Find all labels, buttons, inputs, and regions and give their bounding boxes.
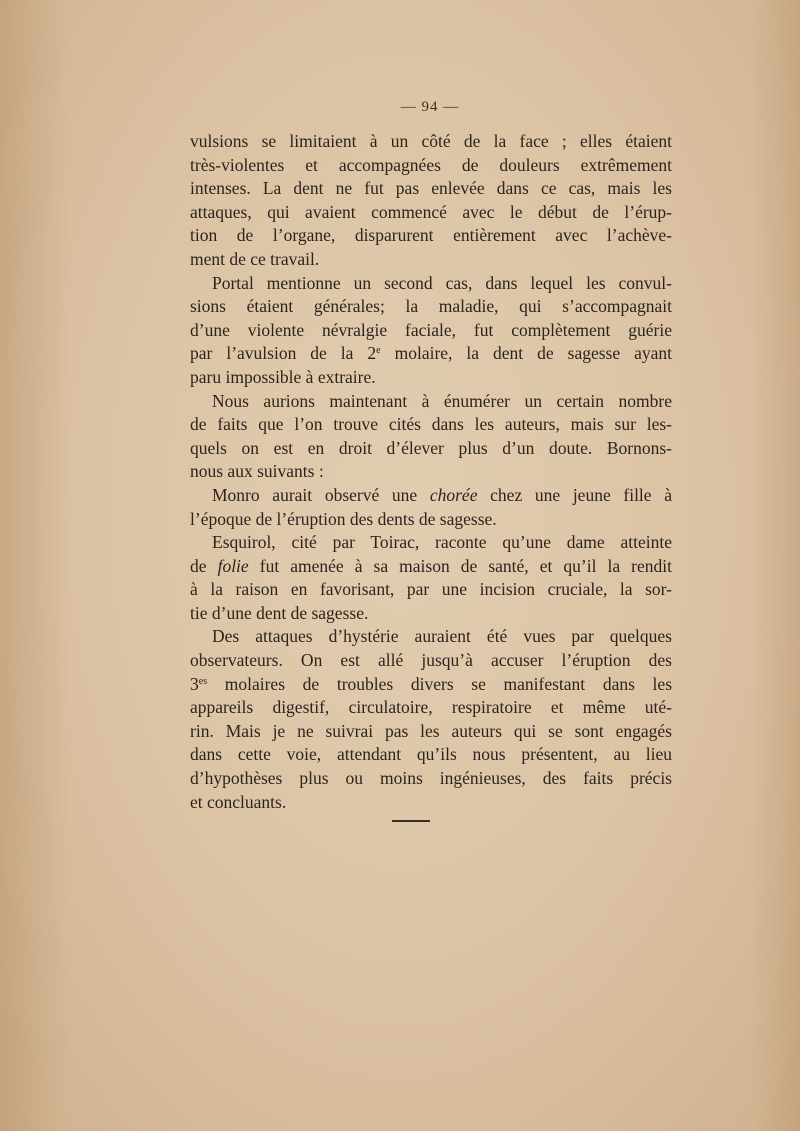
- text-line: dans cette voie, attendant qu’ils nous présentent, au lieu: [190, 744, 672, 765]
- text-line: de faits que l’on trouve cités dans les auteurs, mais sur les-: [190, 414, 672, 435]
- italic-term: chorée: [429, 484, 478, 505]
- ordinal-superscript: es: [198, 675, 208, 687]
- end-rule: [392, 820, 430, 822]
- text-line: rin. Mais je ne suivrai pas les auteurs qui se sont engagés: [190, 720, 672, 741]
- text-line: et concluants.: [190, 791, 287, 812]
- text-line: l’époque de l’éruption des dents de sagesse.: [190, 508, 497, 529]
- text-segment: Monro aurait observé une: [212, 484, 430, 505]
- text-line: observateurs. On est allé jusqu’à accuser l’éruption des: [190, 650, 672, 671]
- paper-edge-shadow-right: [750, 0, 800, 1131]
- text-line: ment de ce travail.: [190, 248, 320, 269]
- text-line: tion de l’organe, disparurent entièrement avec l’achève-: [190, 225, 672, 246]
- text-line: [190, 484, 672, 508]
- text-line: [190, 555, 672, 579]
- text-line: [190, 673, 672, 697]
- text-line: Nous aurions maintenant à énumérer un certain nombre: [212, 390, 672, 411]
- text-line: intenses. La dent ne fut pas enlevée dans ce cas, mais les: [190, 178, 672, 199]
- text-line: à la raison en favorisant, par une incision cruciale, la sor-: [190, 579, 672, 600]
- page-number: — 94 —: [400, 99, 460, 115]
- text-segment: fut amenée à sa maison de santé, et qu’il la rendit: [248, 555, 672, 576]
- text-line: Portal mentionne un second cas, dans lequel les convul-: [212, 272, 672, 293]
- text-segment: 3: [190, 673, 199, 694]
- body-text: [190, 130, 672, 814]
- text-line: tie d’une dent de sagesse.: [190, 602, 369, 623]
- text-segment: chez une jeune fille à: [477, 484, 672, 505]
- text-line: Des attaques d’hystérie auraient été vues par quelques: [212, 626, 672, 647]
- text-line: sions étaient générales; la maladie, qui s’accompagnait: [190, 296, 672, 317]
- text-segment: par l’avulsion de la 2: [190, 343, 377, 364]
- text-line: d’hypothèses plus ou moins ingénieuses, des faits précis: [190, 768, 672, 789]
- text-line: très-violentes et accompagnées de douleurs extrêmement: [190, 154, 672, 175]
- text-line: appareils digestif, circulatoire, respiratoire et même uté-: [190, 697, 672, 718]
- text-line: paru impossible à extraire.: [190, 366, 376, 387]
- text-segment: de: [190, 555, 218, 576]
- text-line: attaques, qui avaient commencé avec le début de l’érup-: [190, 201, 672, 222]
- text-line: vulsions se limitaient à un côté de la face ; elles étaient: [190, 131, 672, 151]
- text-segment: molaire, la dent de sagesse ayant: [380, 343, 673, 364]
- text-line: [190, 342, 672, 366]
- text-line: nous aux suivants :: [190, 461, 324, 482]
- text-line: d’une violente névralgie faciale, fut complètement guérie: [190, 319, 672, 340]
- paper-edge-shadow-left: [0, 0, 70, 1131]
- text-line: quels on est en droit d’élever plus d’un doute. Bornons-: [190, 437, 672, 458]
- ordinal-superscript: e: [376, 345, 381, 357]
- italic-term: folie: [217, 555, 249, 576]
- text-line: Esquirol, cité par Toirac, raconte qu’une dame atteinte: [212, 532, 672, 553]
- text-segment: molaires de troubles divers se manifestant dans les: [207, 673, 672, 694]
